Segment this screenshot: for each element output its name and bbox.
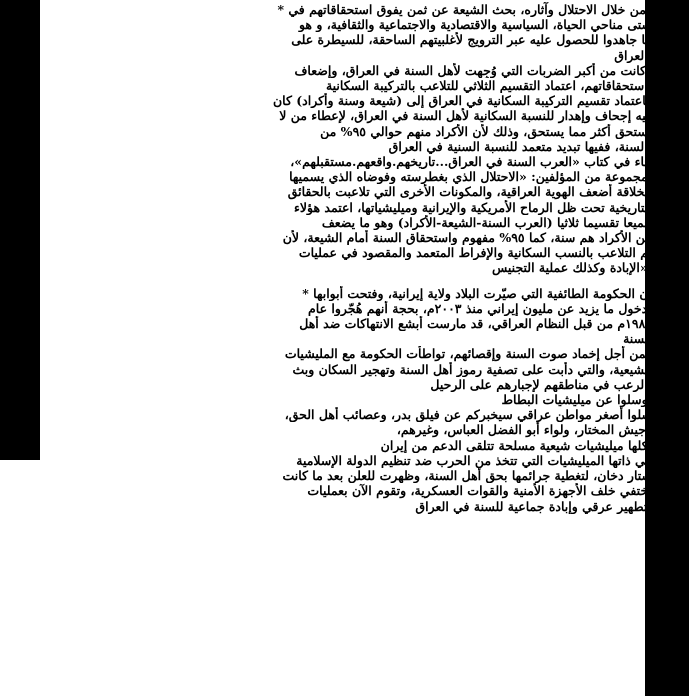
text-line: .«الإبادة وكذلك عملية التجنيس xyxy=(491,260,652,276)
paragraph-gap xyxy=(124,276,652,286)
text-line: وكانت من أكبر الضربات التي وُجِهت لأهل السنة في العراق، وإضعاف xyxy=(294,62,652,78)
text-line: شتى مناحي الحياة، السياسية والاقتصادية والاجتماعية والثقافية، و هو xyxy=(298,17,652,33)
text-line: وجيش المختار، ولواء أبو الفضل العباس، وغيرهم، xyxy=(396,422,652,438)
text-line: .السنة، ففيها تبديد متعمد للنسبة السنية في العراق xyxy=(388,138,652,154)
text-line: سلوا أصغر مواطن عراقي سيخبركم عن فيلق بدر، وعصائب أهل الحق، xyxy=(284,407,652,423)
text-line: فيه إجحاف وإهدار للنسبة السكانية لأهل السنة في العراق، لإعطاء من لا xyxy=(279,108,652,124)
text-line: .استحقاقاتهم، اعتماد التقسيم الثلاثي للتلاعب بالتركيبة السكانية xyxy=(325,78,652,94)
text-line: ستار دخان، لتغطية جرائمها بحق أهل السنة، وظهرت للعلن بعد ما كانت xyxy=(282,468,652,484)
black-side-bar-left xyxy=(0,0,40,460)
text-line: يستحق أكثر مما يستحق، وذلك لأن الأكراد منهم حوالي ٩٥% من xyxy=(320,123,652,139)
text-line: ١٩٨١م من قبل النظام العراقي، قد مارست أبشع الانتهاكات ضد أهل xyxy=(299,316,652,332)
text-line: ومن خلال الاحتلال وآثاره، بحث الشيعة عن ثمن يفوق استحقاقاتهم في * xyxy=(277,2,652,17)
text-line: فمن أجل إخماد صوت السنة وإقصائهم، تواطأت الحكومة مع المليشيات xyxy=(284,346,652,362)
text-line: فاعتماد تقسيم التركيبة السكانية في العراق إلى (شيعة وسنة وأكراد) كان xyxy=(272,93,652,109)
text-line: إن الحكومة الطائفية التي صيّرت البلاد ولاية إيرانية، وفتحت أبوابها * xyxy=(302,285,652,301)
document-page xyxy=(124,2,652,696)
text-line: من الأكراد هم سنة، كما ٩٥% مفهوم واستحقاق السنة أمام الشيعة، لأن xyxy=(282,230,652,246)
text-line: .العراق xyxy=(614,47,652,63)
text-line: هي ذاتها الميليشيات التي تتخذ من الحرب ضد تنظيم الدولة الإسلامية xyxy=(296,452,652,468)
text-line: لدخول ما يزيد عن مليون إيراني منذ ٢٠٠٣م، بحجة أنهم هُجّروا عام xyxy=(308,300,652,316)
text-line: تم التلاعب بالنسب السكانية والإفراط المتعمد والمقصود في عمليات xyxy=(298,245,652,261)
text-line: تختفي خلف الأجهزة الأمنية والقوات العسكرية، وتقوم الآن بعمليات xyxy=(307,483,652,499)
text-line: :تطهير عرقي وإبادة جماعية للسنة في العراق xyxy=(415,498,652,514)
text-line: الخلاقة أضعف الهوية العراقية، والمكونات الأخرى التي تلاعبت بالحقائق xyxy=(287,184,652,200)
text-line: السنة xyxy=(623,331,652,347)
text-line: جميعا تقسيما ثلاثيا (العرب السنة-الشيعة-الأكراد) وهو ما يضعف xyxy=(321,214,652,230)
text-line: جاء في كتاب «العرب السنة في العراق...تاريخهم.واقعهم.مستقبلهم»، xyxy=(290,154,652,170)
text-line: لمجموعة من المؤلفين: «الاحتلال الذي بغطرسته وفوضاه الذي يسميها xyxy=(289,169,652,185)
text-line: ما جاهدوا للحصول عليه عبر الترويج لأغلبيتهم الساحقة، للسيطرة على xyxy=(291,32,652,48)
text-line: الشيعية، والتي دأبت على تصفية رموز أهل السنة وتهجير السكان وبث xyxy=(292,361,652,377)
text-line: .وسلوا عن ميليشيات البطاط xyxy=(501,392,652,408)
text-line: .كلها ميليشيات شيعية مسلحة تتلقى الدعم من إيران xyxy=(380,437,652,453)
text-line: التاريخية تحت ظل الرماح الأمريكية والإيرانية وميليشياتها، اعتمد هؤلاء xyxy=(294,199,652,215)
text-line: .الرعب في مناطقهم لإجبارهم على الرحيل xyxy=(430,376,652,392)
